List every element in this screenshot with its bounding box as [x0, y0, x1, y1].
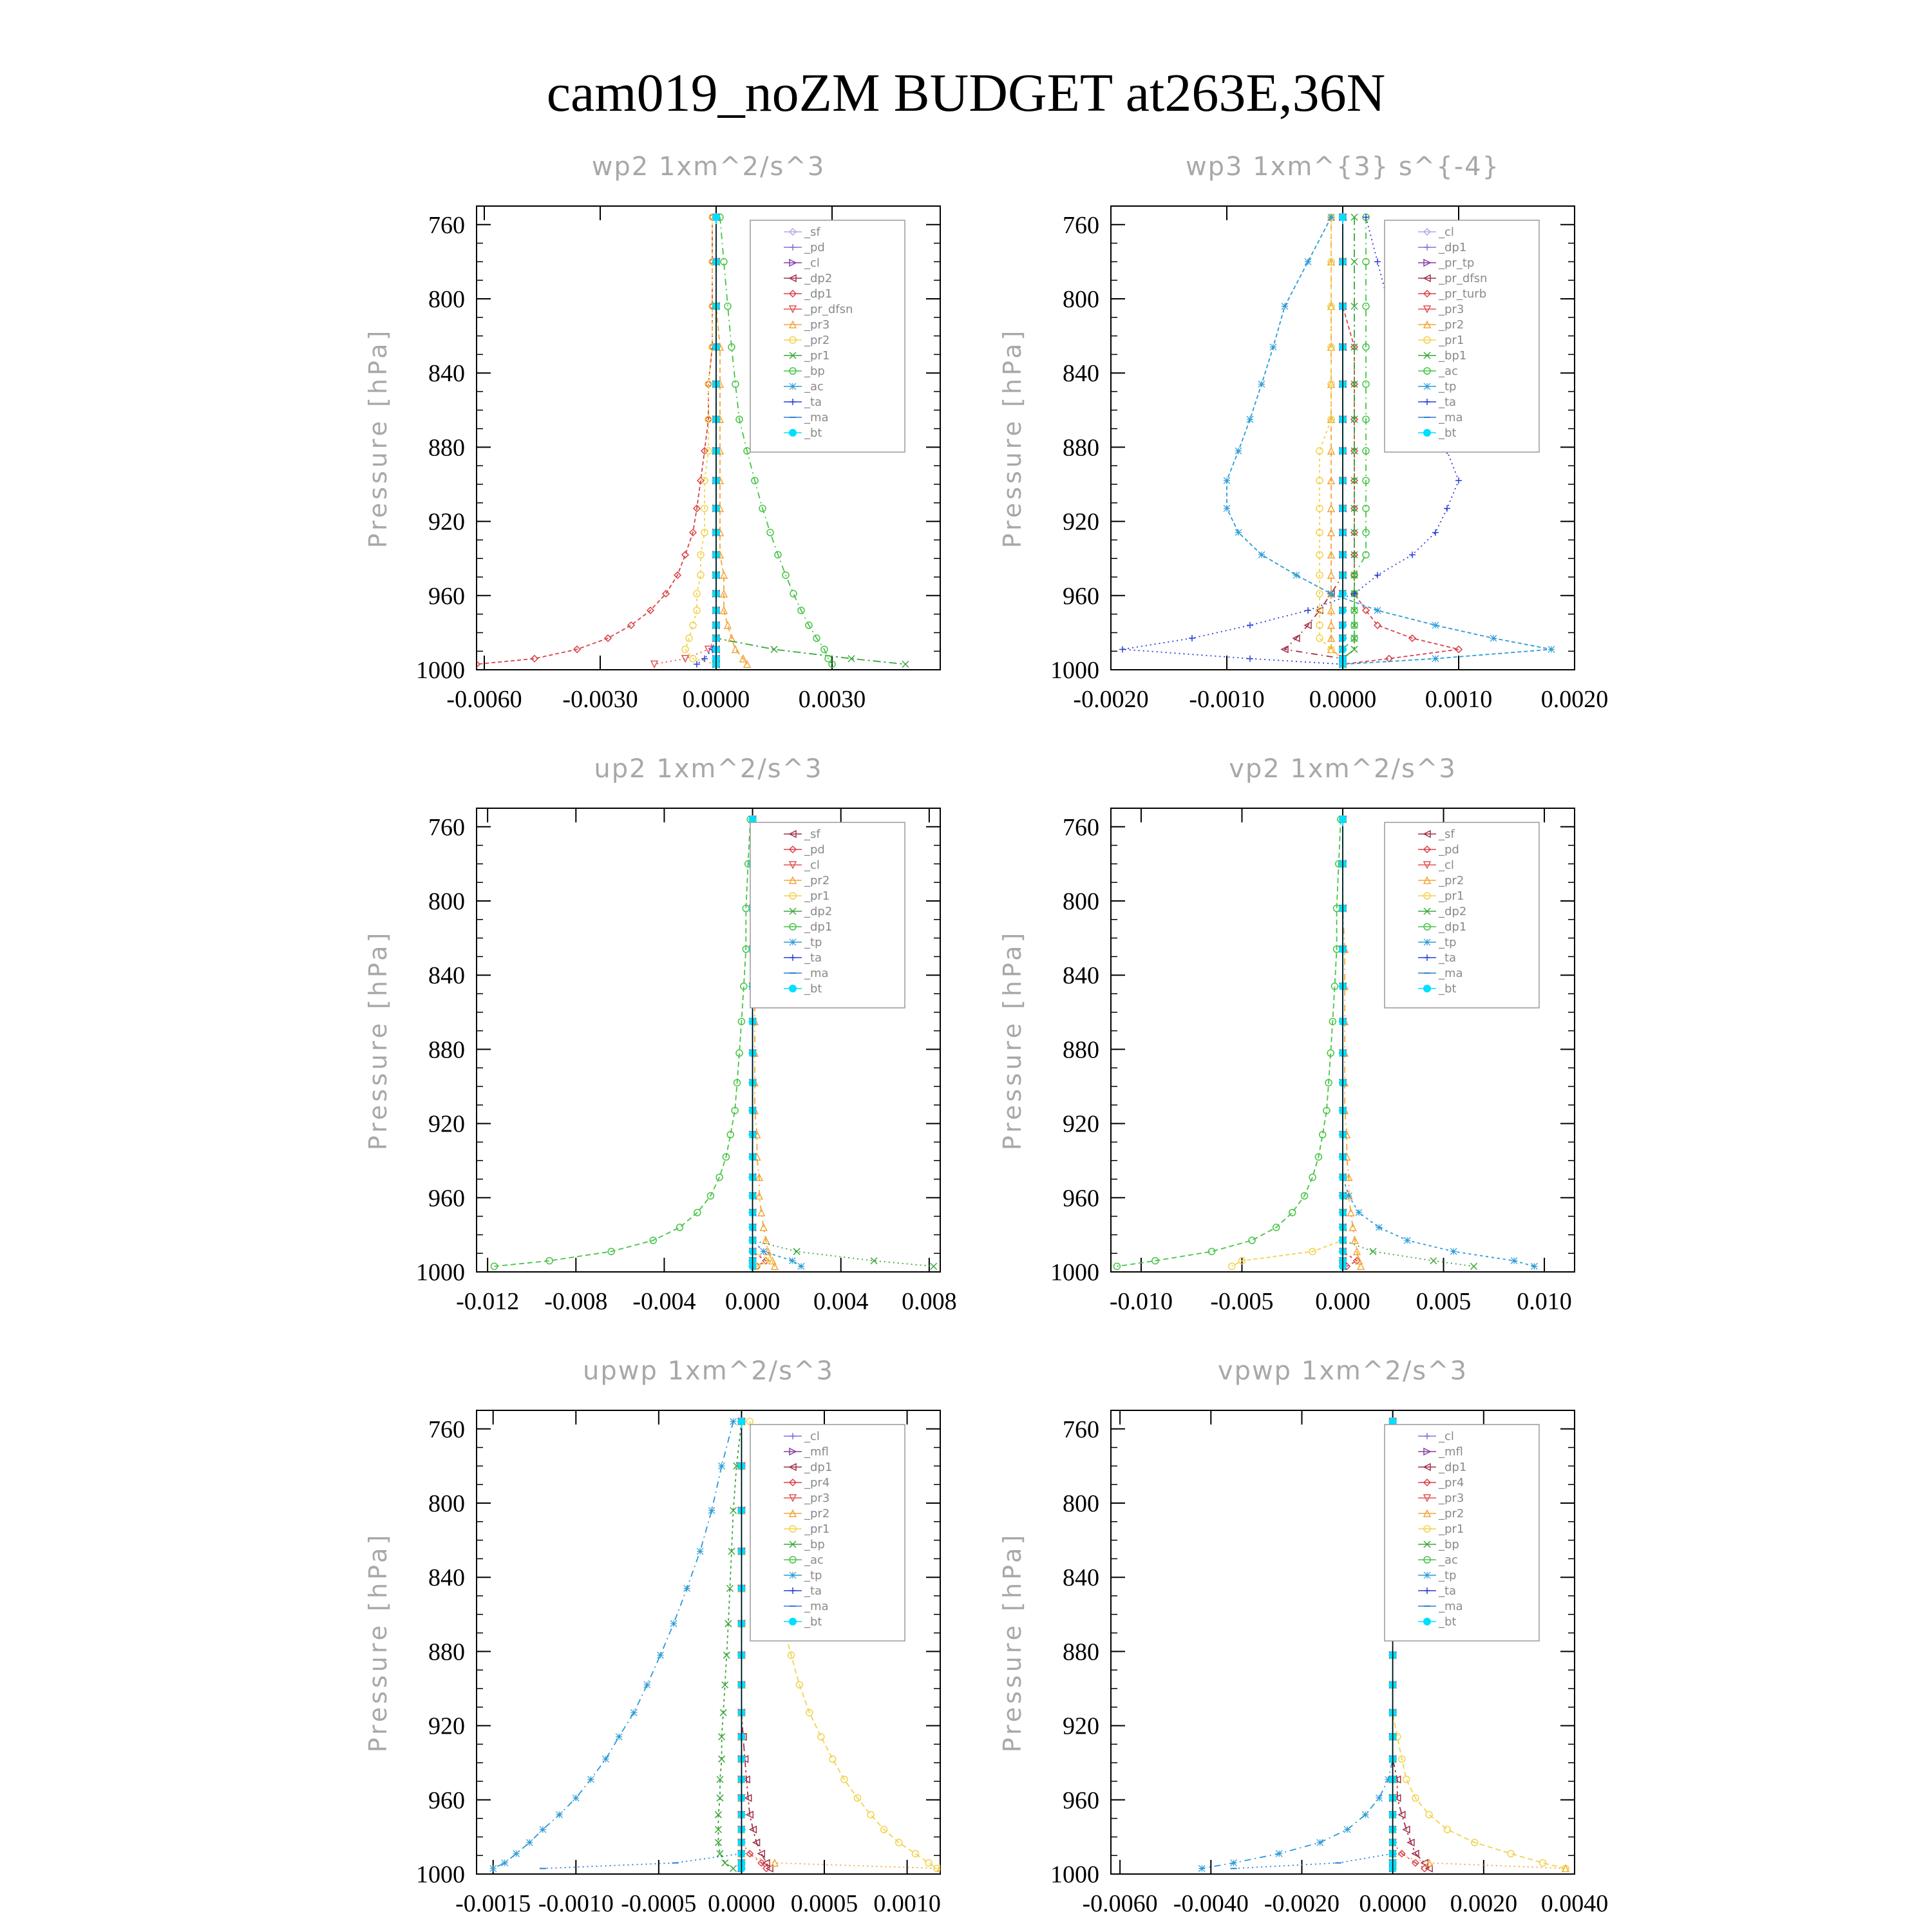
legend-marker [790, 1572, 796, 1578]
legend [1385, 220, 1539, 452]
x-tick-label: 0.008 [902, 1288, 957, 1315]
data-point [1344, 1826, 1350, 1833]
y-tick-label: 920 [1063, 508, 1099, 536]
data-point [513, 1850, 520, 1857]
data-point [1374, 607, 1381, 614]
legend-label: _pr2 [1439, 1507, 1464, 1520]
data-point [1339, 815, 1347, 823]
data-point [1362, 1812, 1368, 1818]
legend-label: _pd [804, 241, 825, 254]
figure-title: cam019_noZM BUDGET at263E,36N [546, 63, 1386, 123]
y-tick-label: 1000 [1050, 1861, 1099, 1888]
data-point [1198, 1865, 1205, 1871]
legend [750, 1425, 905, 1641]
legend-label: _pr1 [804, 349, 830, 363]
y-tick-label: 1000 [1050, 1259, 1099, 1286]
y-tick-label: 920 [1063, 1712, 1099, 1740]
y-tick-label: 960 [1063, 1786, 1099, 1814]
legend-label: _pr3 [1439, 1492, 1464, 1505]
y-tick-label: 1000 [1050, 657, 1099, 684]
y-tick-label: 880 [1063, 1638, 1099, 1666]
y-tick-label: 760 [1063, 1416, 1099, 1443]
legend-label: _pr1 [804, 1522, 830, 1536]
data-point [603, 1756, 609, 1762]
data-point [573, 1795, 579, 1801]
legend [1385, 822, 1539, 1008]
panel-title: vpwp 1xm^2/s^3 [1217, 1356, 1468, 1386]
y-tick-label: 840 [1063, 360, 1099, 388]
data-point [1490, 635, 1497, 641]
data-point [1282, 303, 1288, 310]
data-point [1247, 416, 1253, 422]
x-tick-label: -0.008 [544, 1288, 608, 1315]
x-tick-label: 0.0010 [873, 1890, 941, 1917]
y-tick-label: 920 [1063, 1110, 1099, 1138]
legend-label: _cl [1439, 225, 1454, 239]
x-tick-label: -0.010 [1109, 1288, 1173, 1315]
data-point [761, 1248, 767, 1255]
x-tick-label: -0.0005 [621, 1890, 697, 1917]
legend-label: _pr2 [804, 334, 830, 347]
legend-label: _pr_tp [1439, 256, 1475, 270]
legend-label: _ma [1439, 1600, 1463, 1613]
legend-label: _ta [804, 1584, 822, 1598]
legend-label: _pr3 [1439, 303, 1464, 316]
legend-label: _pr2 [1439, 874, 1464, 887]
y-tick-label: 880 [428, 1036, 465, 1064]
legend-label: _pd [804, 843, 825, 857]
data-point [719, 1463, 725, 1469]
data-point [540, 1826, 546, 1833]
data-point [1531, 1263, 1537, 1269]
x-tick-label: 0.0005 [790, 1890, 858, 1917]
legend-label: _pr1 [1439, 1522, 1464, 1536]
y-tick-label: 880 [1063, 434, 1099, 462]
x-tick-label: -0.0060 [446, 686, 522, 713]
data-point [1276, 1850, 1282, 1857]
x-tick-label: -0.0010 [538, 1890, 614, 1917]
panel-title: vp2 1xm^2/s^3 [1229, 754, 1457, 784]
y-tick-label: 920 [428, 1110, 465, 1138]
legend-label: _tp [804, 1569, 822, 1582]
legend-label: _dp1 [804, 287, 833, 301]
y-axis-label: Pressure [hPa] [364, 1531, 392, 1753]
legend-label: _sf [804, 225, 820, 239]
legend-label: _ma [804, 967, 829, 980]
x-tick-label: 0.0000 [1309, 686, 1377, 713]
data-point [1432, 622, 1439, 629]
data-point [526, 1839, 533, 1846]
legend-label: _pr3 [804, 1492, 830, 1505]
y-tick-label: 800 [428, 888, 465, 915]
legend-marker [1423, 429, 1431, 437]
legend-label: _dp2 [804, 272, 833, 285]
y-tick-label: 760 [1063, 813, 1099, 841]
legend-label: _pr3 [804, 318, 830, 332]
legend-label: _sf [1439, 828, 1455, 841]
data-point [798, 1263, 804, 1269]
legend-label: _mfl [1439, 1445, 1463, 1459]
legend-label: _dp2 [804, 905, 833, 918]
legend-label: _dp1 [1439, 920, 1467, 934]
y-tick-label: 760 [428, 813, 465, 841]
legend-label: _ma [1439, 411, 1463, 424]
legend-label: _dp1 [1439, 241, 1467, 254]
x-tick-label: -0.0060 [1082, 1890, 1158, 1917]
data-point [1376, 1795, 1382, 1801]
y-tick-label: 840 [428, 360, 465, 388]
legend-label: _ma [1439, 967, 1463, 980]
y-tick-label: 880 [428, 434, 465, 462]
legend [750, 220, 905, 452]
legend-label: _bp [1439, 1538, 1459, 1551]
x-tick-label: 0.005 [1416, 1288, 1472, 1315]
legend-marker [1424, 1572, 1430, 1578]
data-point [1270, 344, 1276, 350]
legend-label: _mfl [804, 1445, 829, 1459]
data-point [556, 1812, 563, 1818]
data-point [1235, 529, 1242, 536]
legend-label: _bt [1439, 1615, 1457, 1629]
y-tick-label: 760 [428, 1416, 465, 1443]
legend-label: _cl [804, 858, 820, 872]
x-tick-label: -0.0015 [455, 1890, 531, 1917]
y-tick-label: 800 [428, 286, 465, 313]
y-tick-label: 960 [428, 582, 465, 610]
legend-label: _bt [1439, 982, 1457, 996]
legend-label: _pr_dfsn [804, 303, 853, 316]
y-tick-label: 920 [428, 1712, 465, 1740]
legend-label: _bt [804, 426, 822, 440]
y-tick-label: 840 [428, 1564, 465, 1592]
legend-label: _ta [1439, 395, 1457, 409]
data-point [587, 1776, 594, 1783]
data-point [1258, 381, 1265, 387]
legend-label: _bt [804, 982, 822, 996]
y-tick-label: 960 [428, 1786, 465, 1814]
legend-label: _ta [804, 951, 822, 965]
data-point [1293, 572, 1300, 578]
legend-label: _ma [804, 411, 829, 424]
data-point [490, 1865, 497, 1871]
legend-marker [1424, 939, 1430, 945]
legend-label: _ta [804, 395, 822, 409]
legend-label: _pr2 [804, 874, 830, 887]
data-point [730, 1418, 737, 1425]
y-tick-label: 1000 [416, 1861, 465, 1888]
data-point [616, 1734, 622, 1740]
x-tick-label: -0.0020 [1264, 1890, 1340, 1917]
data-point [1231, 1860, 1237, 1866]
x-tick-label: 0.0030 [798, 686, 866, 713]
y-tick-label: 1000 [416, 657, 465, 684]
x-tick-label: 0.010 [1517, 1288, 1572, 1315]
panel-title: wp2 1xm^2/s^3 [591, 152, 826, 182]
data-point [708, 1508, 715, 1514]
legend-marker [1423, 985, 1431, 992]
y-tick-label: 960 [428, 1184, 465, 1212]
data-point [684, 1585, 690, 1591]
x-tick-label: 0.0020 [1540, 686, 1609, 713]
legend-label: _tp [1439, 936, 1457, 949]
y-tick-label: 880 [428, 1638, 465, 1666]
x-tick-label: 0.0010 [1425, 686, 1493, 713]
y-axis-label: Pressure [hPa] [998, 929, 1027, 1151]
data-point [1450, 1248, 1457, 1255]
legend-label: _pr1 [1439, 334, 1464, 347]
legend-label: _pr_dfsn [1439, 272, 1488, 285]
panel-title: upwp 1xm^2/s^3 [583, 1356, 834, 1386]
data-point [1548, 646, 1555, 652]
y-tick-label: 800 [1063, 286, 1099, 313]
x-tick-label: 0.0000 [1359, 1890, 1426, 1917]
legend-label: _bp [804, 1538, 825, 1551]
legend-label: _cl [1439, 858, 1454, 872]
data-point [712, 213, 720, 221]
x-tick-label: -0.0020 [1073, 686, 1149, 713]
data-point [1432, 656, 1439, 662]
x-tick-label: 0.0000 [682, 686, 750, 713]
y-axis-label: Pressure [hPa] [364, 929, 392, 1151]
x-tick-label: -0.0030 [562, 686, 638, 713]
x-tick-label: 0.0020 [1450, 1890, 1518, 1917]
y-tick-label: 960 [1063, 1184, 1099, 1212]
y-tick-label: 760 [428, 211, 465, 239]
legend-label: _dp2 [1439, 905, 1467, 918]
data-point [1235, 448, 1242, 454]
legend-label: _ta [1439, 1584, 1457, 1598]
y-tick-label: 840 [428, 962, 465, 990]
legend [750, 822, 905, 1008]
legend [1385, 1425, 1539, 1641]
legend-label: _tp [1439, 1569, 1457, 1582]
data-point [1305, 258, 1311, 265]
data-point [789, 1258, 795, 1264]
legend-label: _ac [804, 1553, 824, 1567]
legend-marker [789, 429, 797, 437]
legend-marker [790, 383, 796, 390]
x-tick-label: 0.0000 [708, 1890, 775, 1917]
legend-label: _bt [1439, 426, 1457, 440]
legend-label: _pr4 [1439, 1476, 1464, 1490]
data-point [1258, 551, 1265, 558]
data-point [1404, 1237, 1410, 1244]
x-tick-label: 0.000 [724, 1288, 781, 1315]
legend-label: _pr2 [804, 1507, 830, 1520]
data-point [657, 1652, 663, 1658]
y-tick-label: 800 [1063, 888, 1099, 915]
legend-marker [789, 985, 797, 992]
data-point [1339, 213, 1347, 221]
y-axis-label: Pressure [hPa] [364, 327, 392, 549]
y-tick-label: 880 [1063, 1036, 1099, 1064]
data-point [1224, 505, 1230, 511]
x-tick-label: 0.004 [813, 1288, 869, 1315]
legend-label: _ac [1439, 1553, 1458, 1567]
legend-label: _dp1 [804, 920, 833, 934]
data-point [1224, 477, 1230, 484]
y-tick-label: 920 [428, 508, 465, 536]
y-tick-label: 800 [1063, 1490, 1099, 1517]
legend-label: _pr1 [804, 889, 830, 903]
x-tick-label: -0.0010 [1189, 686, 1265, 713]
y-axis-label: Pressure [hPa] [998, 327, 1027, 549]
y-tick-label: 840 [1063, 1564, 1099, 1592]
data-point [1511, 1258, 1517, 1264]
legend-label: _tp [804, 936, 822, 949]
x-tick-label: -0.004 [632, 1288, 696, 1315]
data-point [1376, 1224, 1382, 1231]
legend-label: _ac [1439, 365, 1458, 378]
legend-label: _tp [1439, 380, 1457, 393]
y-tick-label: 800 [428, 1490, 465, 1517]
legend-label: _dp1 [1439, 1461, 1467, 1474]
legend-marker [1424, 383, 1430, 390]
data-point [697, 1548, 703, 1555]
legend-label: _pr2 [1439, 318, 1464, 332]
y-axis-label: Pressure [hPa] [998, 1531, 1027, 1753]
y-tick-label: 840 [1063, 962, 1099, 990]
y-tick-label: 760 [1063, 211, 1099, 239]
data-point [670, 1620, 677, 1627]
data-point [1356, 1209, 1362, 1216]
y-tick-label: 1000 [416, 1259, 465, 1286]
legend-marker [1423, 1618, 1431, 1625]
y-tick-label: 960 [1063, 582, 1099, 610]
legend-label: _bt [804, 1615, 822, 1629]
data-point [1328, 591, 1334, 597]
legend-label: _bp1 [1439, 349, 1467, 363]
data-point [644, 1681, 650, 1688]
x-tick-label: -0.012 [456, 1288, 520, 1315]
legend-label: _bp [804, 365, 825, 378]
data-point [630, 1709, 637, 1716]
legend-label: _pr4 [804, 1476, 830, 1490]
legend-label: _pr_turb [1439, 287, 1487, 301]
legend-label: _ac [804, 380, 824, 393]
legend-label: _pd [1439, 843, 1459, 857]
legend-label: _pr1 [1439, 889, 1464, 903]
x-tick-label: 0.0040 [1540, 1890, 1609, 1917]
data-point [502, 1860, 508, 1866]
legend-label: _cl [804, 1430, 820, 1443]
data-point [737, 1417, 745, 1425]
x-tick-label: -0.005 [1210, 1288, 1274, 1315]
panel-title: up2 1xm^2/s^3 [594, 754, 823, 784]
legend-label: _ta [1439, 951, 1457, 965]
legend-marker [789, 1618, 797, 1625]
legend-label: _sf [804, 828, 820, 841]
legend-label: _cl [804, 256, 820, 270]
panel-title: wp3 1xm^{3} s^{-4} [1185, 152, 1501, 182]
data-point [1328, 214, 1334, 220]
legend-label: _cl [1439, 1430, 1454, 1443]
legend-label: _dp1 [804, 1461, 833, 1474]
x-tick-label: 0.000 [1315, 1288, 1370, 1315]
legend-label: _ma [804, 1600, 829, 1613]
legend-marker [790, 939, 796, 945]
data-point [1317, 1839, 1323, 1846]
x-tick-label: -0.0040 [1173, 1890, 1249, 1917]
